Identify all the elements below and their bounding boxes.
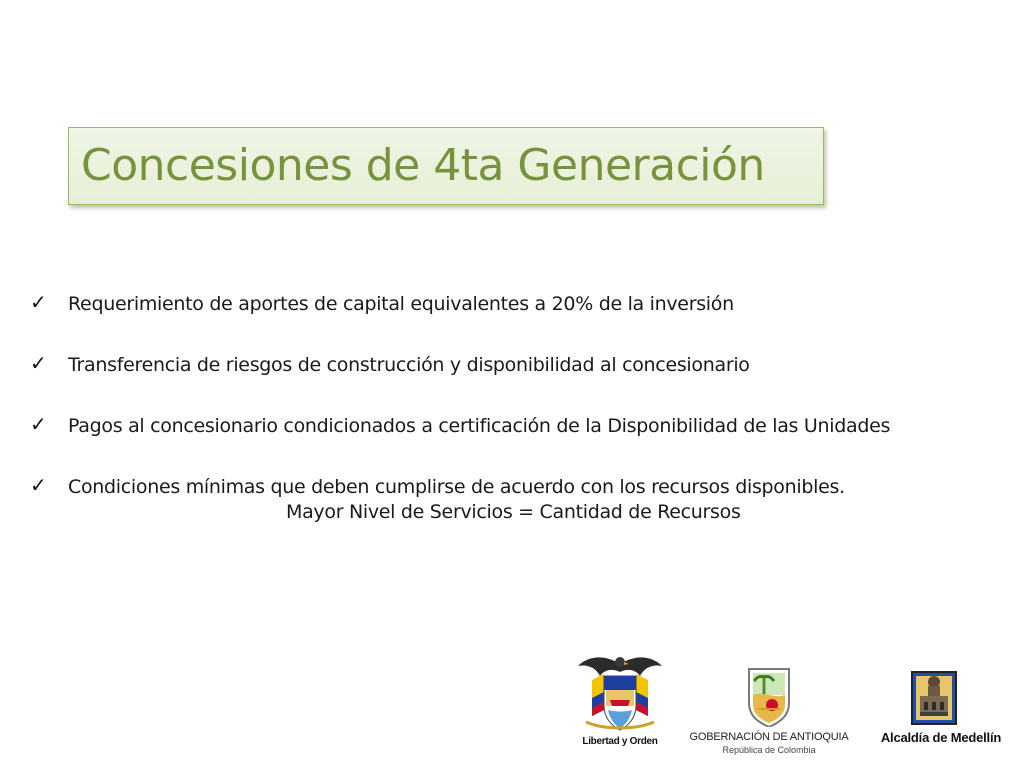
checkmark-icon: ✓: [30, 473, 47, 497]
antioquia-logo: [684, 665, 854, 760]
colombia-logo: [574, 650, 666, 760]
bullet-text: Transferencia de riesgos de construcción y disponibilidad al concesionario: [68, 354, 750, 376]
colombia-coat-of-arms-icon: [574, 650, 666, 736]
bullet-text: Condiciones mínimas que deben cumplirse de acuerdo con los recursos disponibles.: [68, 476, 845, 498]
checkmark-icon: ✓: [30, 412, 47, 436]
antioquia-name: GOBERNACIÓN DE ANTIOQUIA: [689, 731, 849, 743]
medellin-coat-of-arms-icon: [862, 668, 1020, 728]
bullet-item: [30, 410, 1015, 471]
medellin-name: Alcaldía de Medellín: [880, 730, 1002, 745]
bullet-item: [30, 288, 1015, 349]
antioquia-shield-icon: [684, 665, 854, 727]
bullet-item: [30, 471, 1015, 532]
title-box: [68, 127, 824, 205]
bullet-text: Pagos al concesionario condicionados a certificación de la Disponibilidad de las Unidades: [68, 415, 891, 437]
antioquia-subtitle: República de Colombia: [722, 745, 816, 755]
bullet-sub-line: Mayor Nivel de Servicios = Cantidad de Recursos: [286, 501, 741, 523]
bullet-item: [30, 349, 1015, 410]
colombia-motto: Libertad y Orden: [582, 736, 658, 747]
slide-title: Concesiones de 4ta Generación: [81, 140, 765, 191]
bullet-text: Requerimiento de aportes de capital equivalentes a 20% de la inversión: [68, 293, 734, 315]
medellin-logo: [862, 668, 1020, 760]
bullet-list: [30, 288, 1015, 532]
checkmark-icon: ✓: [30, 351, 47, 375]
checkmark-icon: ✓: [30, 290, 47, 314]
